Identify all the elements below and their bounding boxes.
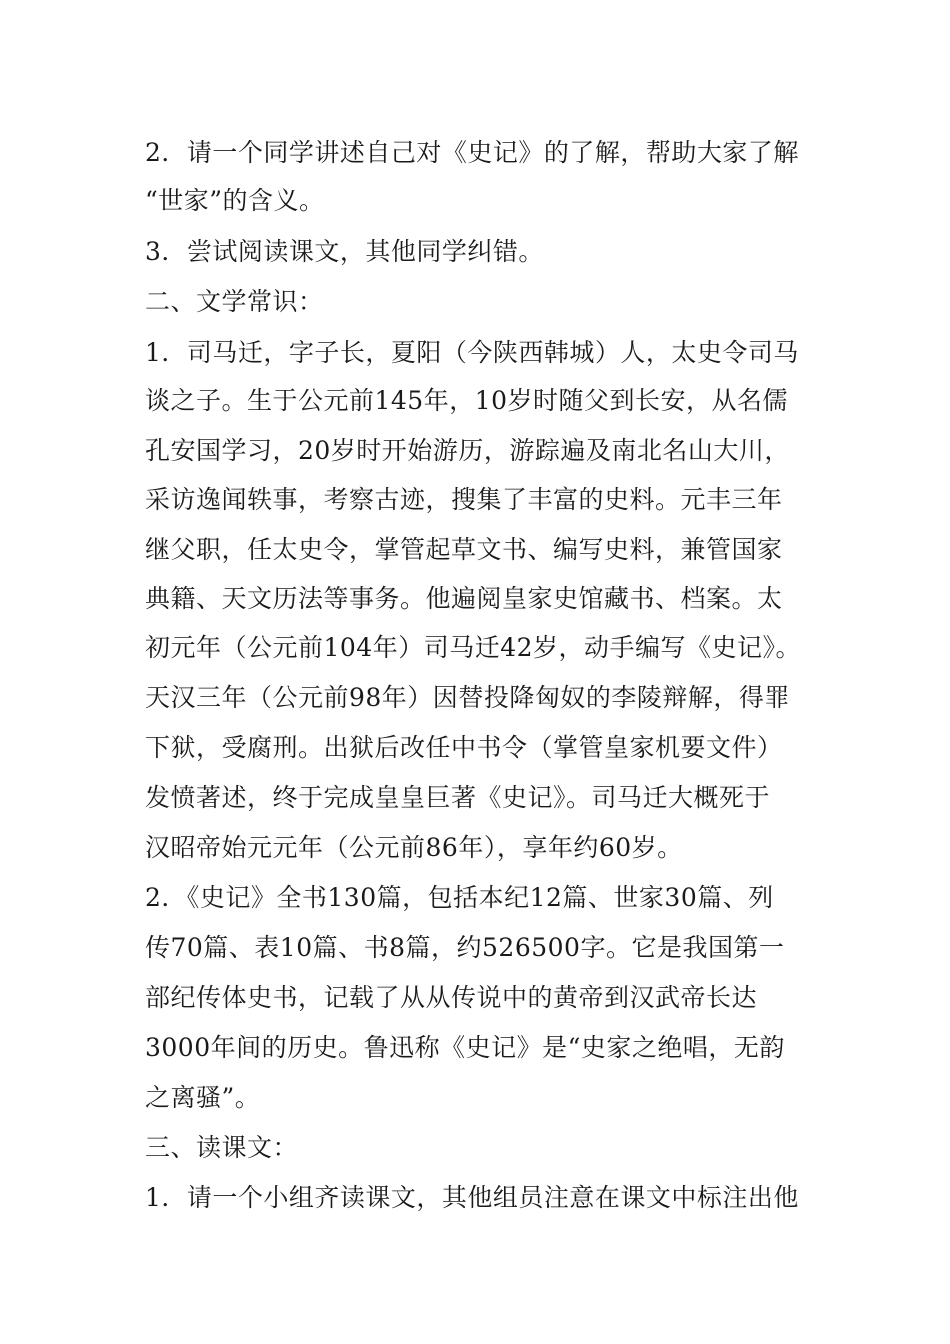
text-line: “世家”的含义。 — [145, 186, 325, 215]
text-line: 2．《史记》全书130篇，包括本纪12篇、世家30篇、列 — [145, 883, 774, 912]
text-line: 1．司马迁，字子长，夏阳（今陕西韩城）人，太史令司马 — [145, 338, 799, 367]
text-line: 谈之子。生于公元前145年，10岁时随父到长安，从名儒 — [145, 386, 789, 415]
text-line: 3000年间的历史。鲁迅称《史记》是“史家之绝唱，无韵 — [145, 1033, 785, 1062]
text-line: 之离骚”。 — [145, 1083, 261, 1112]
text-line: 传70篇、表10篇、书8篇，约526500字。它是我国第一 — [145, 933, 785, 962]
text-line: 下狱，受腐刑。出狱后改任中书令（掌管皇家机要文件） — [145, 733, 783, 762]
text-line: 继父职，任太史令，掌管起草文书、编写史料，兼管国家 — [145, 535, 783, 564]
text-line: 汉昭帝始元元年（公元前86年），享年约60岁。 — [145, 833, 683, 862]
text-line: 发愤著述，终于完成皇皇巨著《史记》。司马迁大概死于 — [145, 783, 771, 812]
text-line: 1．请一个小组齐读课文，其他组员注意在课文中标注出他 — [145, 1183, 799, 1212]
text-line: 3．尝试阅读课文，其他同学纠错。 — [145, 237, 544, 266]
text-line: 初元年（公元前104年）司马迁42岁，动手编写《史记》。 — [145, 633, 802, 662]
section-heading: 二、文学常识： — [145, 287, 324, 316]
text-line: 部纪传体史书，记载了从从传说中的黄帝到汉武帝长达 — [145, 983, 758, 1012]
text-line: 采访逸闻轶事，考察古迹，搜集了丰富的史料。元丰三年 — [145, 485, 783, 514]
text-line: 典籍、天文历法等事务。他遍阅皇家史馆藏书、档案。太 — [145, 584, 783, 613]
text-line: 孔安国学习，20岁时开始游历，游踪遍及南北名山大川， — [145, 436, 790, 465]
text-line: 天汉三年（公元前98年）因替投降匈奴的李陵辩解，得罪 — [145, 683, 790, 712]
text-line: 2．请一个同学讲述自己对《史记》的了解，帮助大家了解 — [145, 138, 799, 167]
section-heading: 三、读课文： — [145, 1133, 299, 1162]
